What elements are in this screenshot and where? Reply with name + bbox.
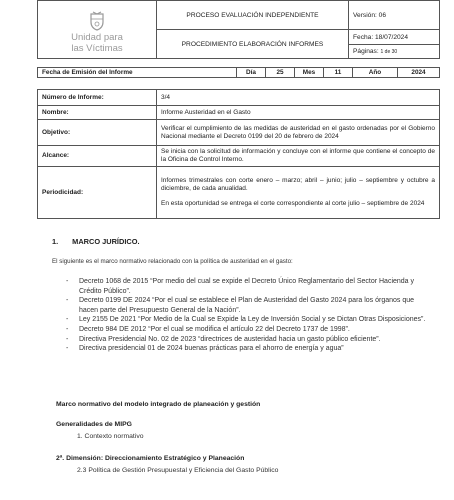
nombre-value: Informe Austeridad en el Gasto <box>157 106 440 120</box>
document-header <box>37 0 440 59</box>
dimension-heading: 2ª. Dimensión: Direccionamiento Estratégico y Planeación <box>56 455 245 462</box>
logo-cell <box>38 1 157 59</box>
section-intro: El siguiente es el marco normativo relacionado con la política de austeridad en el gasto: <box>52 258 293 265</box>
dia-value: 25 <box>266 68 295 78</box>
fecha-label: Fecha: 18/07/2024 <box>349 30 440 45</box>
alcance-label: Alcance: <box>38 146 157 167</box>
list-item: - Ley 2155 De 2021 “Por Medio de la Cual se Expide la Ley de Inversión Social y se Dictan Otras Disposiciones”. <box>66 316 426 324</box>
list-item: - Decreto 0199 DE 2024 “Por el cual se establece el Plan de Austeridad del Gasto 2024 para los órganos que hacen parte del Presupuesto General de la Nación”. <box>66 297 415 314</box>
nombre-label: Nombre: <box>38 106 157 120</box>
marco-normativo-heading: Marco normativo del modelo integrado de planeación y gestión <box>56 401 261 408</box>
proceso-title: PROCESO EVALUACIÓN INDEPENDIENTE <box>157 1 349 30</box>
fecha-emision-label: Fecha de Emisión del Informe <box>38 68 237 78</box>
generalidades-heading: Generalidades de MIPG <box>56 421 132 428</box>
section-heading <box>52 237 140 246</box>
paginas-cell <box>349 45 440 59</box>
section-title: MARCO JURÍDICO. <box>72 237 140 246</box>
list-item: - Decreto 984 DE 2012 “Por el cual se modifica el artículo 22 del Decreto 1737 de 1998”. <box>66 325 350 333</box>
list-item: - Decreto 1068 de 2015 “Por medio del cual se expide el Decreto Único Reglamentario del Sector Hacienda y Crédito Público”. <box>66 278 415 295</box>
anio-label: Año <box>353 68 398 78</box>
logo-text-line1: Unidad para <box>71 32 123 43</box>
alcance-value: Se inicia con la solicitud de información y concluye con el informe que contiene el concepto de la Oficina de Control Interno. <box>157 146 440 167</box>
coat-of-arms-icon <box>89 11 105 31</box>
paginas-value: 1 de 30 <box>380 49 398 55</box>
contexto-item: 1. Contexto normativo <box>77 433 144 440</box>
normas-list <box>66 277 426 354</box>
version-label: Versión: 06 <box>349 1 440 30</box>
mes-label: Mes <box>295 68 324 78</box>
mes-value: 11 <box>324 68 353 78</box>
politica-item: 2.3 Política de Gestión Presupuestal y Eficiencia del Gasto Público <box>77 467 279 474</box>
periodicidad-label: Periodicidad: <box>38 167 157 219</box>
objetivo-label: Objetivo: <box>38 120 157 146</box>
logo-text-line2: las Víctimas <box>71 43 123 54</box>
anio-value: 2024 <box>398 68 440 78</box>
section-number: 1. <box>52 237 59 246</box>
procedimiento-title: PROCEDIMIENTO ELABORACIÓN INFORMES <box>157 30 349 59</box>
paginas-label: Páginas: <box>353 48 379 55</box>
numero-label: Número de Informe: <box>38 90 157 106</box>
periodicidad-text-1: Informes trimestrales con corte enero – marzo; abril – junio; julio – septiembre y octubre a diciembre, de cada anualidad. <box>161 177 435 192</box>
objetivo-value: Verificar el cumplimiento de las medidas de austeridad en el gasto ordenadas por el Gobierno Nacional mediante el Decreto 0199 del 20 de febrero de 2024 <box>157 120 440 146</box>
dia-label: Día <box>237 68 266 78</box>
periodicidad-text-2: En esta oportunidad se entrega el corte correspondiente al corte julio – septiembre de 2024 <box>161 200 425 207</box>
fecha-emision-row <box>37 67 440 78</box>
informe-info-table <box>37 89 440 219</box>
list-item: - Directiva Presidencial No. 02 de 2023 “directrices de austeridad hacia un gasto público eficiente”. <box>66 335 381 343</box>
numero-value: 3/4 <box>157 90 440 106</box>
periodicidad-value <box>157 167 440 219</box>
list-item: - Directiva presidencial 01 de 2024 buenas prácticas para el ahorro de energía y agua” <box>66 345 344 353</box>
